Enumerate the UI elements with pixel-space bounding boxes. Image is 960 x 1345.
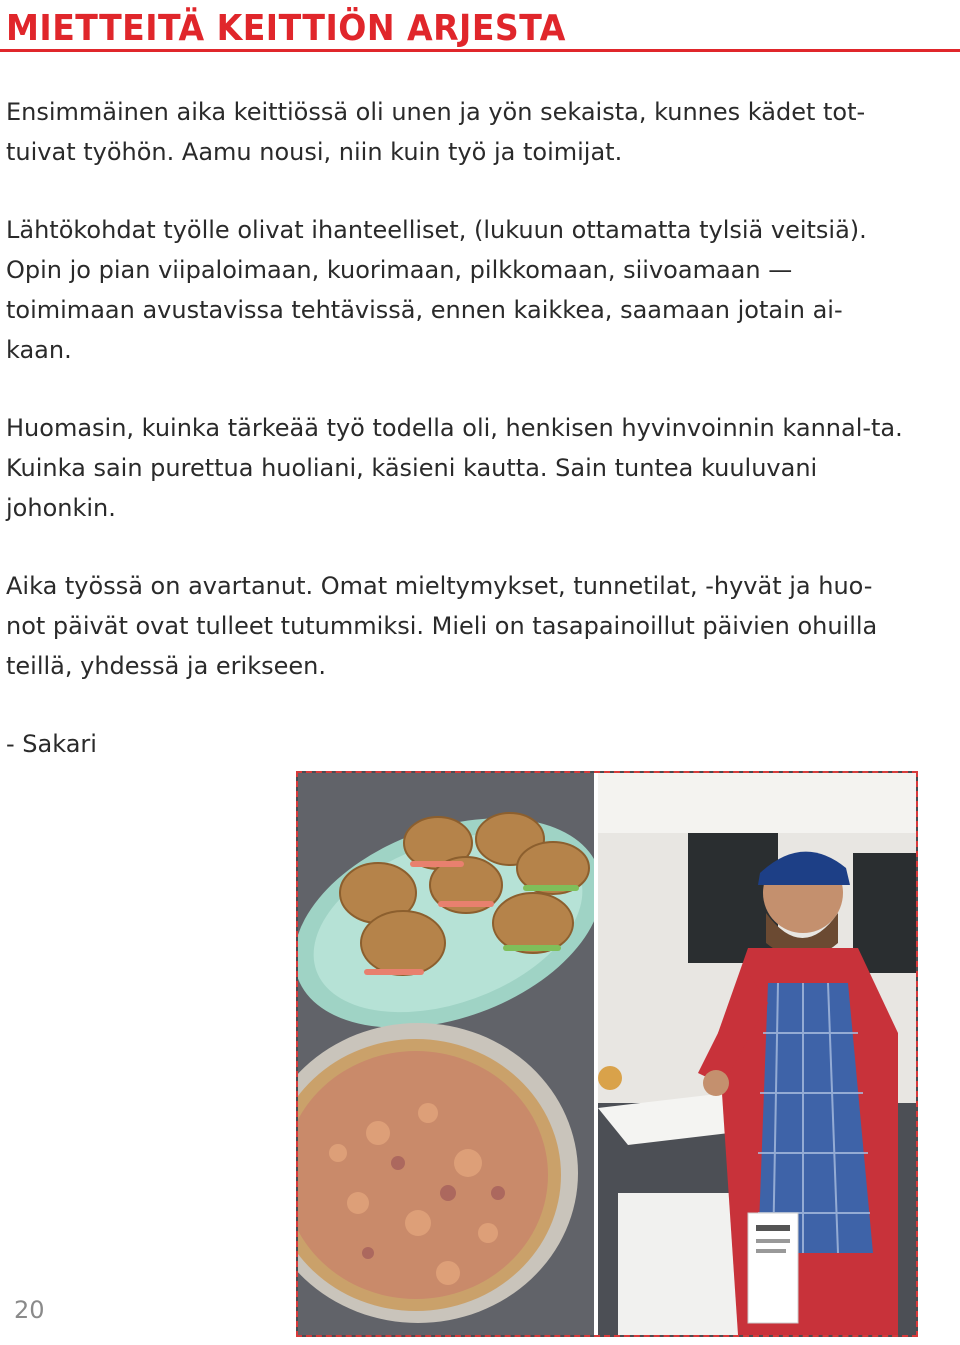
photo-illustration — [298, 773, 916, 1335]
paragraph-3: Huomasin, kuinka tärkeää työ todella oli, henkisen hyvinvoinnin kannal-ta. Kuinka sain purettua huoliani, käsieni kautta. Sain tuntea kuuluvani johonkin. — [6, 414, 903, 522]
paragraph-4: Aika työssä on avartanut. Omat mieltymykset, tunnetilat, -hyvät ja huo-not päivät ovat tulleet tutummiksi. Mieli on tasapainoillut päivien ohuilla teillä, yhdessä ja erikseen. — [6, 572, 878, 680]
title-underline — [0, 49, 960, 52]
kitchen-photo-collage — [296, 771, 918, 1337]
cook-photo — [598, 773, 916, 1335]
paragraph-1: Ensimmäinen aika keittiössä oli unen ja yön sekaista, kunnes kädet tot-tuivat työhön. Aamu nousi, niin kuin työ ja toimijat. — [6, 98, 866, 166]
page-title: MIETTEITÄ KEITTIÖN ARJESTA — [6, 8, 566, 49]
page-number: 20 — [14, 1296, 45, 1324]
paragraph-2: Lähtökohdat työlle olivat ihanteelliset, (lukuun ottamatta tylsiä veitsiä). Opin jo pian viipaloimaan, kuorimaan, pilkkomaan, siivoamaan — toimimaan avustavissa tehtävissä, ennen kaikkea, saamaan jotain ai-kaan. — [6, 216, 867, 364]
signature: - Sakari — [6, 730, 97, 758]
article-body — [6, 92, 906, 802]
food-photo — [298, 773, 631, 1335]
